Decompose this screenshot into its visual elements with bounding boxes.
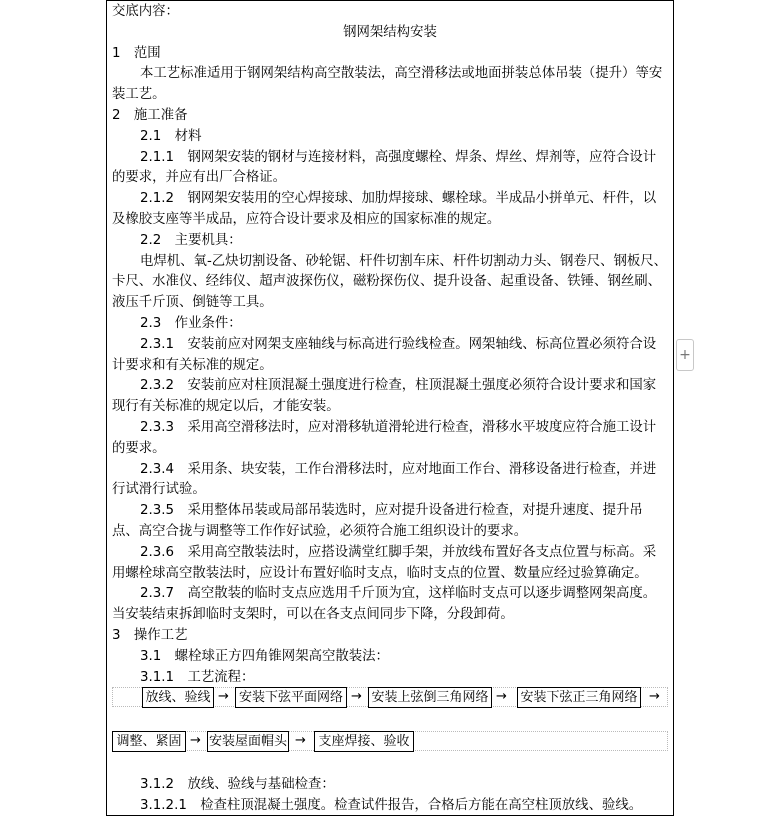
subsection-heading: 3.1.2 放线、验线与基础检查：	[140, 777, 335, 792]
document-body	[112, 2, 668, 688]
flow-step: 安装下弦平面网络	[235, 687, 347, 708]
paragraph: 2.1.2 钢网架安装用的空心焊接球、加肋焊接球、螺栓球。半成品小拼单元、杆件，以及橡胶支座等半成品，应符合设计要求及相应的国家标准的规定。	[112, 191, 657, 227]
paragraph: 本工艺标准适用于钢网架结构高空散装法，高空滑移法或地面拼装总体吊装（提升）等安装工艺。	[112, 66, 663, 103]
paragraph: 2.3.6 采用高空散装法时，应搭设满堂红脚手架，并放线布置好各支点位置与标高。采用螺栓球高空散装法时，应设计布置好临时支点，临时支点的位置、数量应经过验算确定。	[112, 544, 657, 581]
paragraph: 2.3.2 安装前应对柱顶混凝土强度进行检查，柱顶混凝土强度必须符合设计要求和国家现行有关标准的规定以后，才能安装。	[112, 378, 657, 415]
flow-step: 支座焊接、验收	[314, 731, 414, 752]
paragraph: 2.3.1 安装前应对网架支座轴线与标高进行验线检查。网架轴线、标高位置必须符合设计要求和有关标准的规定。	[112, 336, 657, 373]
paragraph: 2.1.1 钢网架安装的钢材与连接材料，高强度螺栓、焊条、焊丝、焊剂等，应符合设计的要求，并应有出厂合格证。	[112, 149, 657, 186]
subsection-heading: 2.2 主要机具：	[140, 232, 242, 248]
document-body-tail	[112, 775, 668, 817]
subsection-heading: 2.3 作业条件：	[140, 315, 242, 331]
arrow-right-icon: →	[218, 689, 229, 704]
arrow-right-icon: →	[496, 689, 507, 704]
flow-step: 安装屋面帽头	[207, 731, 289, 752]
section-heading: 1 范围	[112, 45, 161, 61]
flow-step: 安装下弦正三角网络	[517, 687, 641, 708]
arrow-right-icon: →	[190, 733, 201, 748]
paragraph: 3.1.2.1 检查柱顶混凝土强度。检查试件报告，合格后方能在高空柱顶放线、验线。	[140, 797, 643, 813]
paragraph: 电焊机、氧-乙炔切割设备、砂轮锯、杆件切割车床、杆件切割动力头、钢卷尺、钢板尺、卡尺、水准仪、经纬仪、超声波探伤仪，磁粉探伤仪、提升设备、起重设备、铁锤、钢丝刷、液压千斤顶、倒链等工具。	[112, 253, 668, 311]
document-title: 钢网架结构安装	[343, 24, 437, 40]
disclosure-heading: 交底内容：	[112, 4, 179, 19]
flowchart-row-2	[112, 731, 668, 753]
flow-step: 调整、紧固	[112, 731, 186, 752]
paragraph: 2.3.3 采用高空滑移法时，应对滑移轨道滑轮进行检查，滑移水平坡度应符合施工设计的要求。	[112, 419, 657, 456]
flow-step: 安装上弦倒三角网络	[368, 687, 492, 708]
paragraph: 2.3.7 高空散装的临时支点应选用千斤顶为宜，这样临时支点可以逐步调整网架高度。当安装结束拆卸临时支架时，可以在各支点间同步下降，分段卸荷。	[112, 586, 657, 623]
subsection-heading: 2.1 材料	[140, 128, 202, 144]
subsection-heading: 3.1 螺栓球正方四角锥网架高空散装法：	[140, 648, 389, 664]
flowchart-row-1	[112, 687, 668, 709]
flow-step: 放线、验线	[142, 687, 214, 708]
subsection-heading: 3.1.1 工艺流程：	[140, 669, 255, 685]
arrow-right-icon: →	[351, 689, 362, 704]
paragraph: 2.3.4 采用条、块安装，工作台滑移法时，应对地面工作台、滑移设备进行检查，并进行试滑行试验。	[112, 461, 657, 498]
section-heading: 3 操作工艺	[112, 627, 188, 643]
arrow-right-icon: →	[295, 733, 306, 748]
section-heading: 2 施工准备	[112, 107, 188, 123]
arrow-right-icon: →	[649, 689, 660, 704]
add-button[interactable]: +	[676, 339, 694, 371]
paragraph: 2.3.5 采用整体吊装或局部吊装选时，应对提升设备进行检查，对提升速度、提升吊点、高空合拢与调整等工作作好试验，必须符合施工组织设计的要求。	[112, 503, 643, 539]
